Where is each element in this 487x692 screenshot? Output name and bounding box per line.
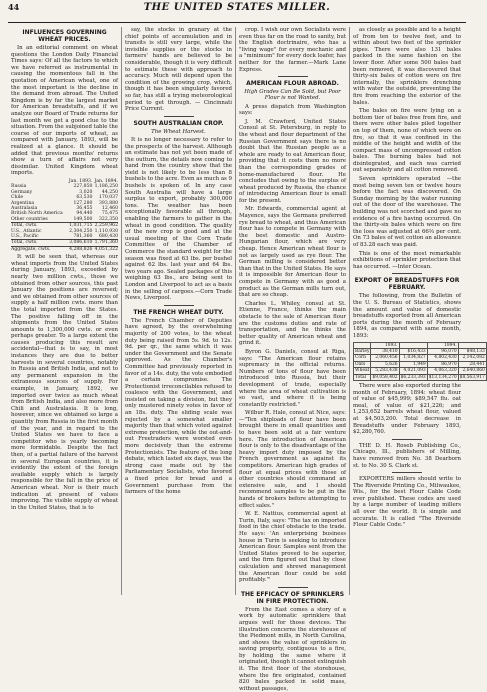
paragraph: The French Chamber of Deputies have agreed, by the overwhelming majority of 200 votes, to the wheat duty being raised from 5s. 9d. to 12s. 9d. per qr., the same which it was under the Government and the Senate approved. As the Chamber's Committee had previously reported in favor of a 14s. duty, the vote embodied a certain compromise. The Protectionist irreconcilables refused to coalesce with the Government, and insisted on taking a division, but they only mustered ninety votes in favor of an 18s. duty. The sliding scale was rejected by a somewhat smaller majority than that which voted against extreme protection, while the out-and-out Freetraders were worsted even more decisively than the extreme Protectionists. The feature of the long debate, which lasted six days, was the strong case made out by the Parliamentary Socialists, who favored a fixed price for bread and a Government purchase from the farmers of the home	[125, 317, 232, 496]
table-cell: 1,949	[399, 361, 427, 367]
table-cell: 12,460	[101, 205, 118, 211]
paragraph: The following, from the Bulletin of the U. S. Bureau of Statistics, shows the amount and value of domestic breadstuffs exported from all American ports during the month of February 1894, as compared with same month, 1893:	[353, 293, 461, 339]
table-cell: 4,051,322	[92, 246, 118, 252]
table-cell: 4,288,826	[67, 246, 93, 252]
table-cell: $6,233,393	[400, 374, 426, 380]
paragraph: A press dispatch from Washington says:	[239, 103, 346, 117]
article-heading-american-flour-abroad: AMERICAN FLOUR ABROAD.	[246, 80, 339, 88]
table-cell: Corn	[354, 355, 371, 361]
table-cell: Total, cwts.	[11, 240, 67, 246]
table-cell: 4,802,430	[427, 355, 458, 361]
table-cell: 2,060,456	[371, 355, 399, 361]
paragraph: say, the stocks in granary at the chief points of accumulation and in transits is still very large, while the invisible supplies or the stocks in farmers' hands are believed to be considerable, though it is very difficult to estimate these with approach to accuracy. Much will depend upon the condition of the growing crop, which, though it has been singularly favored so far, has still a trying meteorological period to get through. — Cincinnati Price Current.	[125, 27, 232, 113]
paragraph: From the East comes a story of a work by automatic sprinklers that argues well for those devices. The illustration concerns the storehouse of the Piedmont mills, in North Carolina, and shows the value of sprinklers in saving property, contiguous to a fire, by holding the same where it originated, though it cannot extinguish it. The first floor of the storehouse, where the fire originated, contained 820 bales packed in solid mass, without passages,	[239, 606, 347, 692]
table-cell: 322,350	[99, 216, 118, 222]
divider	[392, 273, 422, 274]
table-cell: 28,441	[458, 361, 486, 367]
table-cell: 2,640,860	[458, 368, 486, 374]
table-cell: 1,186,250	[94, 184, 118, 190]
table-cell: 393,880	[99, 200, 118, 206]
column-4	[350, 27, 485, 595]
table-cell: 5,283,438	[371, 368, 399, 374]
table-cell: 1,034,827	[399, 355, 427, 361]
article-subheading: High Grades Can Be Sold, but Poor Flour is not Wanted.	[244, 89, 341, 102]
paragraph: W. E. Nattius, commercial agent at Turin, Italy, says: "The tax on imported food in the chief obstacle to the trade. He says: 'An enterprising business house in Turin is seeking to introduce American flour. Samples sent from the United States proved to be superior, and the firm figured out that by close calculation and shrewd management the American flour could be sold profitably.'"	[239, 511, 346, 584]
table-cell: 44,250	[101, 189, 118, 195]
article-heading-wheat-prices: INFLUENCES GOVERNING WHEAT PRICES.	[22, 29, 107, 43]
table-cell: 781,360	[73, 233, 93, 239]
table-cell: 3,020	[79, 189, 93, 195]
table-cell: 170,037	[99, 195, 118, 201]
table-cell: $13,134,270	[428, 374, 457, 380]
table-cell: 127,280	[73, 200, 93, 206]
divider	[392, 439, 422, 440]
paragraph: In an editorial comment on wheat questions the London Daily Financial Times says: Of all the factors to which we have referred as instrumental in causing the momentous fall in the quotation of American wheat, one of the most important is the decline in the demand from abroad. The United Kingdom is by far the largest market for American breadstuffs, and if we analyze our Board of Trade returns for last month we get a good clue to the situation. From the subjoined table the course of our imports of wheat, as compared with January, 1893, will be realized at a glance. It should be added that previous months' returns show a turn of affairs not very dissimilar. United Kingdom wheat imports.	[11, 45, 118, 177]
table-cell: 94,440	[76, 211, 93, 217]
wheat-imports-table	[11, 179, 118, 252]
paragraph: The bales on fire were lying on a bottom tier of bales free from fire, and there were other bales piled together on top of them, none of which were on fire, so that it was confined in the middle of the height and width of the compact mass of uncompressed cotton bales. The burning bales had not disintegrated, and each was carried out separately and all cotton removed.	[353, 108, 461, 174]
divider	[164, 305, 194, 306]
paragraph: J. M. Crawford, United States Consul at St. Petersburg, in reply to the wheat and flour department of the Russian Government says there is no doubt that the Russian people as a whole are ready to eat American flour, providing that it costs them no more than the corresponding grades of home-manufactured flour. He concludes that owing to the surplus of wheat produced by Russia, the chance of introducing American flour is small for the present.	[239, 118, 346, 204]
divider	[392, 472, 422, 473]
table-cell: $8,563,917	[459, 374, 485, 380]
table-header-cell: Jan. 1894.	[94, 178, 118, 184]
table-cell: 227,850	[73, 184, 93, 190]
article-heading-french-wheat-duty: THE FRENCH WHEAT DUTY.	[133, 308, 224, 316]
table-cell: 1,031,715	[67, 223, 93, 229]
table-cell: 96,070	[427, 348, 458, 354]
article-heading-sprinklers: THE EFFICACY OF SPRINKLERS IN FIRE PROTECTION.	[240, 590, 345, 605]
table-cell: Barley	[355, 348, 370, 354]
page-header	[8, 0, 466, 23]
column-2	[122, 27, 236, 595]
paragraph: It will be seen that, whereas our wheat imports from the United States during January, 1893, exceeded by nearly two million cwts., those we obtained from other sources, this past January the positions are reversed; and we obtained from other sources of supply a half million cwts. more than the total imported from the States. The positive falling off in the shipments from the United States amounts to 1,300,000 cwts. or even perhaps greater. To a large extent the causes producing this result are accidental—that is to say, in most instances they are due to better harvests in several countries, notably in Russia and British India, and not to any permanent expansion in the extraneous sources of supply. For example, in January, 1892, we imported over twice as much wheat from British India, and also more from Chili and Australasia. It is long, however, since we obtained so large a quantity from Russia in the first month of the year, and in regard to the United States we have to face a competitor who is yearly becoming more formidable. Despite the fact then, of a partial failure of the harvest in several European countries, it is evidently the extent of the foreign available supply which is largely responsible for the fall in the price of American wheat. Nor is their much indication at present of values improving. The visible supply of wheat in the United States, that is to	[11, 254, 118, 511]
masthead-title: THE UNITED STATES MILLER.	[143, 2, 331, 13]
table-cell: Total	[354, 374, 371, 380]
table-cell: Aggregate, cwts.	[11, 246, 67, 252]
table-total-row	[354, 374, 487, 380]
table-cell: 4,021,093	[399, 368, 427, 374]
table-cell: 2,259,962	[92, 223, 118, 229]
paragraph: This is one of the most remarkable exhibitions of sprinkler protection that has occurred. —Inter Ocean.	[353, 250, 461, 270]
paragraph: Byron G. Daniels, consul at Riga, says: "The American flour retains supremacy in the official returns. Numbers of tons of flour have been introduced into Russia, but their development of trade, especially where the area of wheat cultivation is so vast, and where it is being constantly restricted."	[239, 348, 346, 408]
table-cell: Oats	[354, 361, 371, 367]
table-cell: 5,626	[371, 361, 399, 367]
table-cell: 2,304,250	[69, 228, 93, 234]
columns	[8, 27, 485, 692]
table-cell: Wheat	[355, 368, 370, 374]
paragraph: Seven sprinklers operated —the most being seven ten or twelve hours before the fact was discovered. On Sunday morning by the water running out of the door of the warehouse. The building was not scorched and gave no evidence of a fire having occurred. On the thirty-six bales which were on fire the loss was adjusted at 66⅔ per cent. On 73 bales of wet cotton an allowance of 83.28 each was paid.	[353, 176, 461, 248]
table-cell: 1,791,360	[92, 240, 118, 246]
paragraph: Charles L. Whiley, consul at St. Etienne, France, thinks the main obstacle to the sale of American flour are the customs duties and rate of transportation, and he thinks the better quality of American wheat and grind it.	[239, 300, 346, 347]
table-cell: 4,063,320	[427, 368, 458, 374]
table-cell: 63,530	[76, 195, 93, 201]
paragraph: crop. I wish our own Socialists were even thus far on the road to sanity, but the English doctrinaire, who has a "living wage" for every mechanic and a "minimum" for every dock loafer, has neither for the farmer.—Mark Lane Express.	[239, 27, 346, 73]
table-cell: British North America	[11, 211, 63, 217]
table-cell: 680,430	[99, 233, 118, 239]
table-cell: 75,475	[101, 211, 118, 217]
table-cell: $9,058,402	[372, 374, 398, 380]
table-cell: 149,500	[73, 216, 93, 222]
article-heading-south-australian-crop: SOUTH AUSTRALIAN CROP.	[133, 119, 224, 127]
divider	[278, 587, 308, 588]
table-cell: Australasia	[11, 205, 38, 211]
paragraph: There were also exported during the month of February, 1894: wheat flour of value of $45,999; $89,547 flu. oat meal, of value of $21,226; and 1,253,652 barrels wheat flour, valued at $4,503,200. Total decrease in Breadstuffs under February 1893, $2,280,760.	[353, 382, 461, 436]
paragraph: as closely as possible and to a height of from ten to twelve feet, and to within about two feet of the sprinkler pipes. There were also 131 bales packed in the same fashion on the lower floor. After some 500 bales had been removed, it was discovered that thirty-six bales of cotton were on fire internally, the sprinklers drenching with water the outside, preventing the fire from reaching the exterior of the bales.	[353, 27, 461, 106]
page-number: 44	[8, 2, 20, 12]
column-3	[236, 27, 350, 692]
divider	[164, 116, 194, 117]
table-cell: 38,410	[371, 348, 399, 354]
table-cell: $48,133	[458, 348, 486, 354]
table-cell: Total, cwts.	[11, 223, 67, 229]
table-cell: 86,970	[427, 361, 458, 367]
paragraph: EXPORTERS millers should write to The Riverside Printing Co., Milwaukee, Wis., for the best Flour Cable Code ever published. These codes are used by a large number of leading millers all over the world. It is simple and accurate. It is called "The Riverside Flour Cable Code."	[353, 476, 461, 529]
paragraph: Mr. Edwards, commercial agent at Mayence, says the Germans preferred rye bread to wheat, and thus American flour has to compete in Germany with the best domestic and Austro-Hungarian flour, which are very cheap. Hence American wheat flour is not as largely used as rye flour. The German milling is considered better than that in the United States. He says it is impossible for American flour to compete in Germany with as good a product as the German mills turn out, that are so cheap.	[239, 206, 346, 299]
table-cell: $16,433	[399, 348, 427, 354]
table-cell: 1,110,930	[94, 228, 118, 234]
table-header-cell: Jan. 1893.	[68, 178, 93, 184]
article-subheading: The Wheat Harvest.	[151, 128, 206, 135]
table-cell: 36,455	[76, 205, 93, 211]
table-cell: Argentina	[11, 200, 35, 206]
paragraph: THE D. H. Roseb Publishing Co., Chicago, Ill., publishers of Milling, have removed from No. 38 Dearborn st. to No. 30 S. Clark st.	[353, 442, 461, 469]
table-cell: 2,142,082	[458, 355, 486, 361]
table-cell: U.S., Atlantic	[11, 228, 42, 234]
breadstuffs-export-table	[353, 342, 487, 381]
table-cell: Germany	[11, 189, 33, 195]
table-cell: Other countries	[11, 216, 48, 222]
article-heading-export-breadstuffs: EXPORT OF BREADSTUFFS FOR FEBRUARY.	[354, 277, 460, 292]
table-cell: Russia	[11, 184, 27, 190]
table-cell: Chile	[11, 195, 24, 201]
table-cell: U.S., Pacific	[11, 233, 39, 239]
paragraph: Wilbur R. Hale, consul at Nice, says:—"Ten shiploads of flour have been brought there in small quantities and to have been sold at a fair venture here. The introduction of American flour is only to the disadvantage of the heavy import duty imposed by the French government as against its competitors. American high grades of flour at equal prices with those of other countries should command an extensive sale, and I should recommend samples to be put in the hands of brokers before attempting to effect sales."	[239, 410, 346, 509]
table-cell: 3,086,610	[67, 240, 93, 246]
table-header-cell: 1894.	[427, 342, 458, 348]
paragraph: It is no longer necessary to refer to the prospects of the harvest. Although an estimate has not yet been made of the outturn, the details now coming to hand from the country show that the yield is not likely to be less than 8 bushels to the acre. Even as much as 9 bushels is spoken of. In any case South Australia will have a large surplus to export, probably 300,000 tons. The weather has been exceptionally favorable all through, enabling the farmers to gather in the wheat in good condition. The quality of the new crop is good and at the usual meeting of the Corn Trade Committee of the Chamber of Commerce the standard weight for the season was fixed at 63 lbs. per bushel against 62 lbs. last year and 64 lbs. two years ago. Sealed packages of this weighing 63 lbs., are being sent to London and Liverpool to act as a basis in the selling of cargoes.—Corn Trade News, Liverpool.	[125, 136, 232, 302]
divider	[278, 76, 308, 77]
table-aggregate-row	[11, 246, 118, 252]
column-1	[8, 27, 122, 595]
table-header-cell: 1893.	[371, 342, 399, 348]
